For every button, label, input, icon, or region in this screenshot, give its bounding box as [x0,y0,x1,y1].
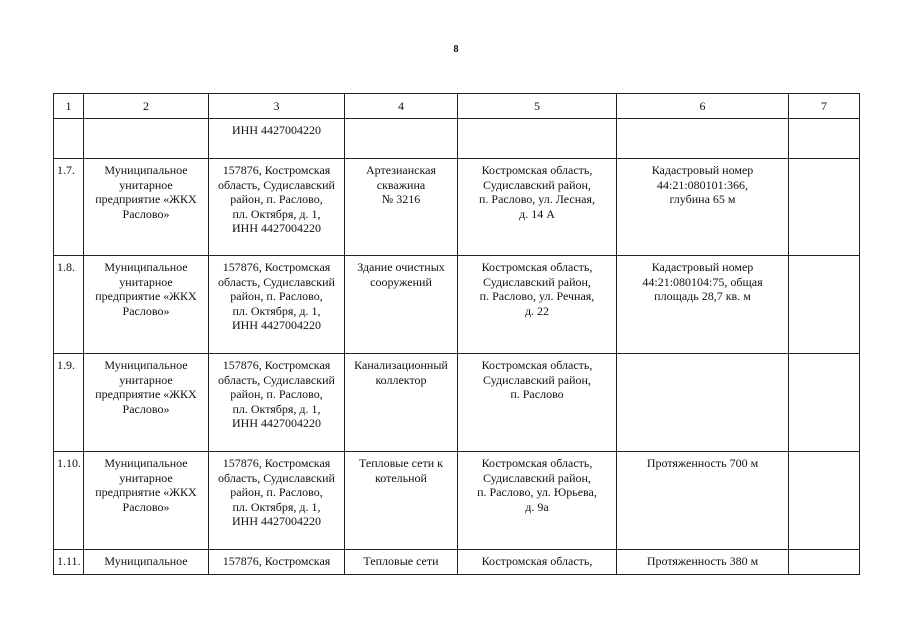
column-header-6: 6 [617,94,789,119]
owner-name: Муниципальное унитарное предприятие «ЖКХ Раслово» [95,260,197,318]
owner-address-cell [209,550,345,575]
location-cell [458,256,617,354]
column-header-7: 7 [789,94,860,119]
note-cell [789,354,860,452]
object-name [345,119,457,123]
object-location: Костромская область, [481,554,593,568]
row-number: 1.10. [57,456,81,470]
table-row [54,119,860,159]
property-registry-table [53,93,860,575]
table-row [54,256,860,354]
object-cell [345,452,458,550]
object-characteristics [617,119,788,123]
owner-cell [84,550,209,575]
object-cell [345,256,458,354]
object-location: Костромская область, Судиславский район, п. Раслово, ул. Речная, д. 22 [479,260,595,318]
location-cell [458,119,617,159]
header-row [54,94,860,119]
object-name: Здание очистных сооружений [357,260,445,289]
owner-address: 157876, Костромская область, Судиславский район, п. Раслово, пл. Октября, д. 1, ИНН 4427004220 [218,358,335,430]
object-cell [345,354,458,452]
location-cell [458,354,617,452]
row-number: 1.8. [57,260,75,274]
page-number: 8 [453,44,459,55]
owner-name: Муниципальное [104,554,188,568]
row-number-cell [54,550,84,575]
column-header-5: 5 [458,94,617,119]
owner-address-cell [209,159,345,256]
note-cell [789,452,860,550]
object-location [458,119,616,123]
owner-address-cell [209,452,345,550]
column-header-2: 2 [84,94,209,119]
owner-address-cell [209,119,345,159]
row-number [54,119,83,123]
characteristics-cell [617,550,789,575]
object-characteristics: Протяженность 380 м [646,554,759,568]
owner-cell [84,256,209,354]
characteristics-cell [617,452,789,550]
object-cell [345,119,458,159]
table-row [54,452,860,550]
location-cell [458,550,617,575]
characteristics-cell [617,159,789,256]
object-location: Костромская область, Судиславский район, п. Раслово, ул. Лесная, д. 14 А [478,163,596,221]
location-cell [458,159,617,256]
column-header-4: 4 [345,94,458,119]
owner-address: 157876, Костромская область, Судиславский район, п. Раслово, пл. Октября, д. 1, ИНН 4427004220 [218,163,335,235]
column-header-1: 1 [54,94,84,119]
row-note [789,119,859,123]
object-characteristics [617,354,788,358]
note-cell [789,119,860,159]
owner-address: 157876, Костромская область, Судиславский район, п. Раслово, пл. Октября, д. 1, ИНН 4427004220 [218,456,335,528]
owner-address-cell [209,256,345,354]
row-number-cell [54,159,84,256]
owner-cell [84,452,209,550]
owner-name: Муниципальное унитарное предприятие «ЖКХ Раслово» [95,163,197,221]
table-row [54,354,860,452]
note-cell [789,159,860,256]
object-characteristics: Кадастровый номер 44:21:080104:75, общая площадь 28,7 кв. м [642,260,763,303]
owner-address-cell [209,354,345,452]
object-location: Костромская область, Судиславский район, п. Раслово [481,358,593,401]
row-note [789,550,859,554]
object-name: Артезианская скважина № 3216 [366,163,436,206]
object-name: Тепловые сети к котельной [359,456,443,485]
location-cell [458,452,617,550]
owner-address: 157876, Костромская область, Судиславский район, п. Раслово, пл. Октября, д. 1, ИНН 4427004220 [218,260,335,332]
owner-cell [84,119,209,159]
row-note [789,452,859,456]
owner-name: Муниципальное унитарное предприятие «ЖКХ Раслово» [95,456,197,514]
owner-cell [84,159,209,256]
row-note [789,159,859,163]
row-number: 1.11. [57,554,81,568]
row-number-cell [54,256,84,354]
note-cell [789,256,860,354]
row-note [789,354,859,358]
row-number-cell [54,354,84,452]
object-name: Канализационный коллектор [354,358,448,387]
owner-address: ИНН 4427004220 [232,123,321,137]
row-note [789,256,859,260]
object-location: Костромская область, Судиславский район, п. Раслово, ул. Юрьева, д. 9а [477,456,597,514]
column-header-3: 3 [209,94,345,119]
owner-address: 157876, Костромская [222,554,331,568]
table-row [54,550,860,575]
row-number-cell [54,452,84,550]
row-number: 1.9. [57,358,75,372]
characteristics-cell [617,354,789,452]
owner-cell [84,354,209,452]
object-cell [345,550,458,575]
owner-name [84,119,208,123]
object-cell [345,159,458,256]
row-number-cell [54,119,84,159]
table-row [54,159,860,256]
characteristics-cell [617,119,789,159]
object-characteristics: Протяженность 700 м [646,456,759,470]
note-cell [789,550,860,575]
owner-name: Муниципальное унитарное предприятие «ЖКХ Раслово» [95,358,197,416]
characteristics-cell [617,256,789,354]
object-characteristics: Кадастровый номер 44:21:080101:366, глубина 65 м [651,163,754,206]
object-name: Тепловые сети [363,554,439,568]
row-number: 1.7. [57,163,75,177]
